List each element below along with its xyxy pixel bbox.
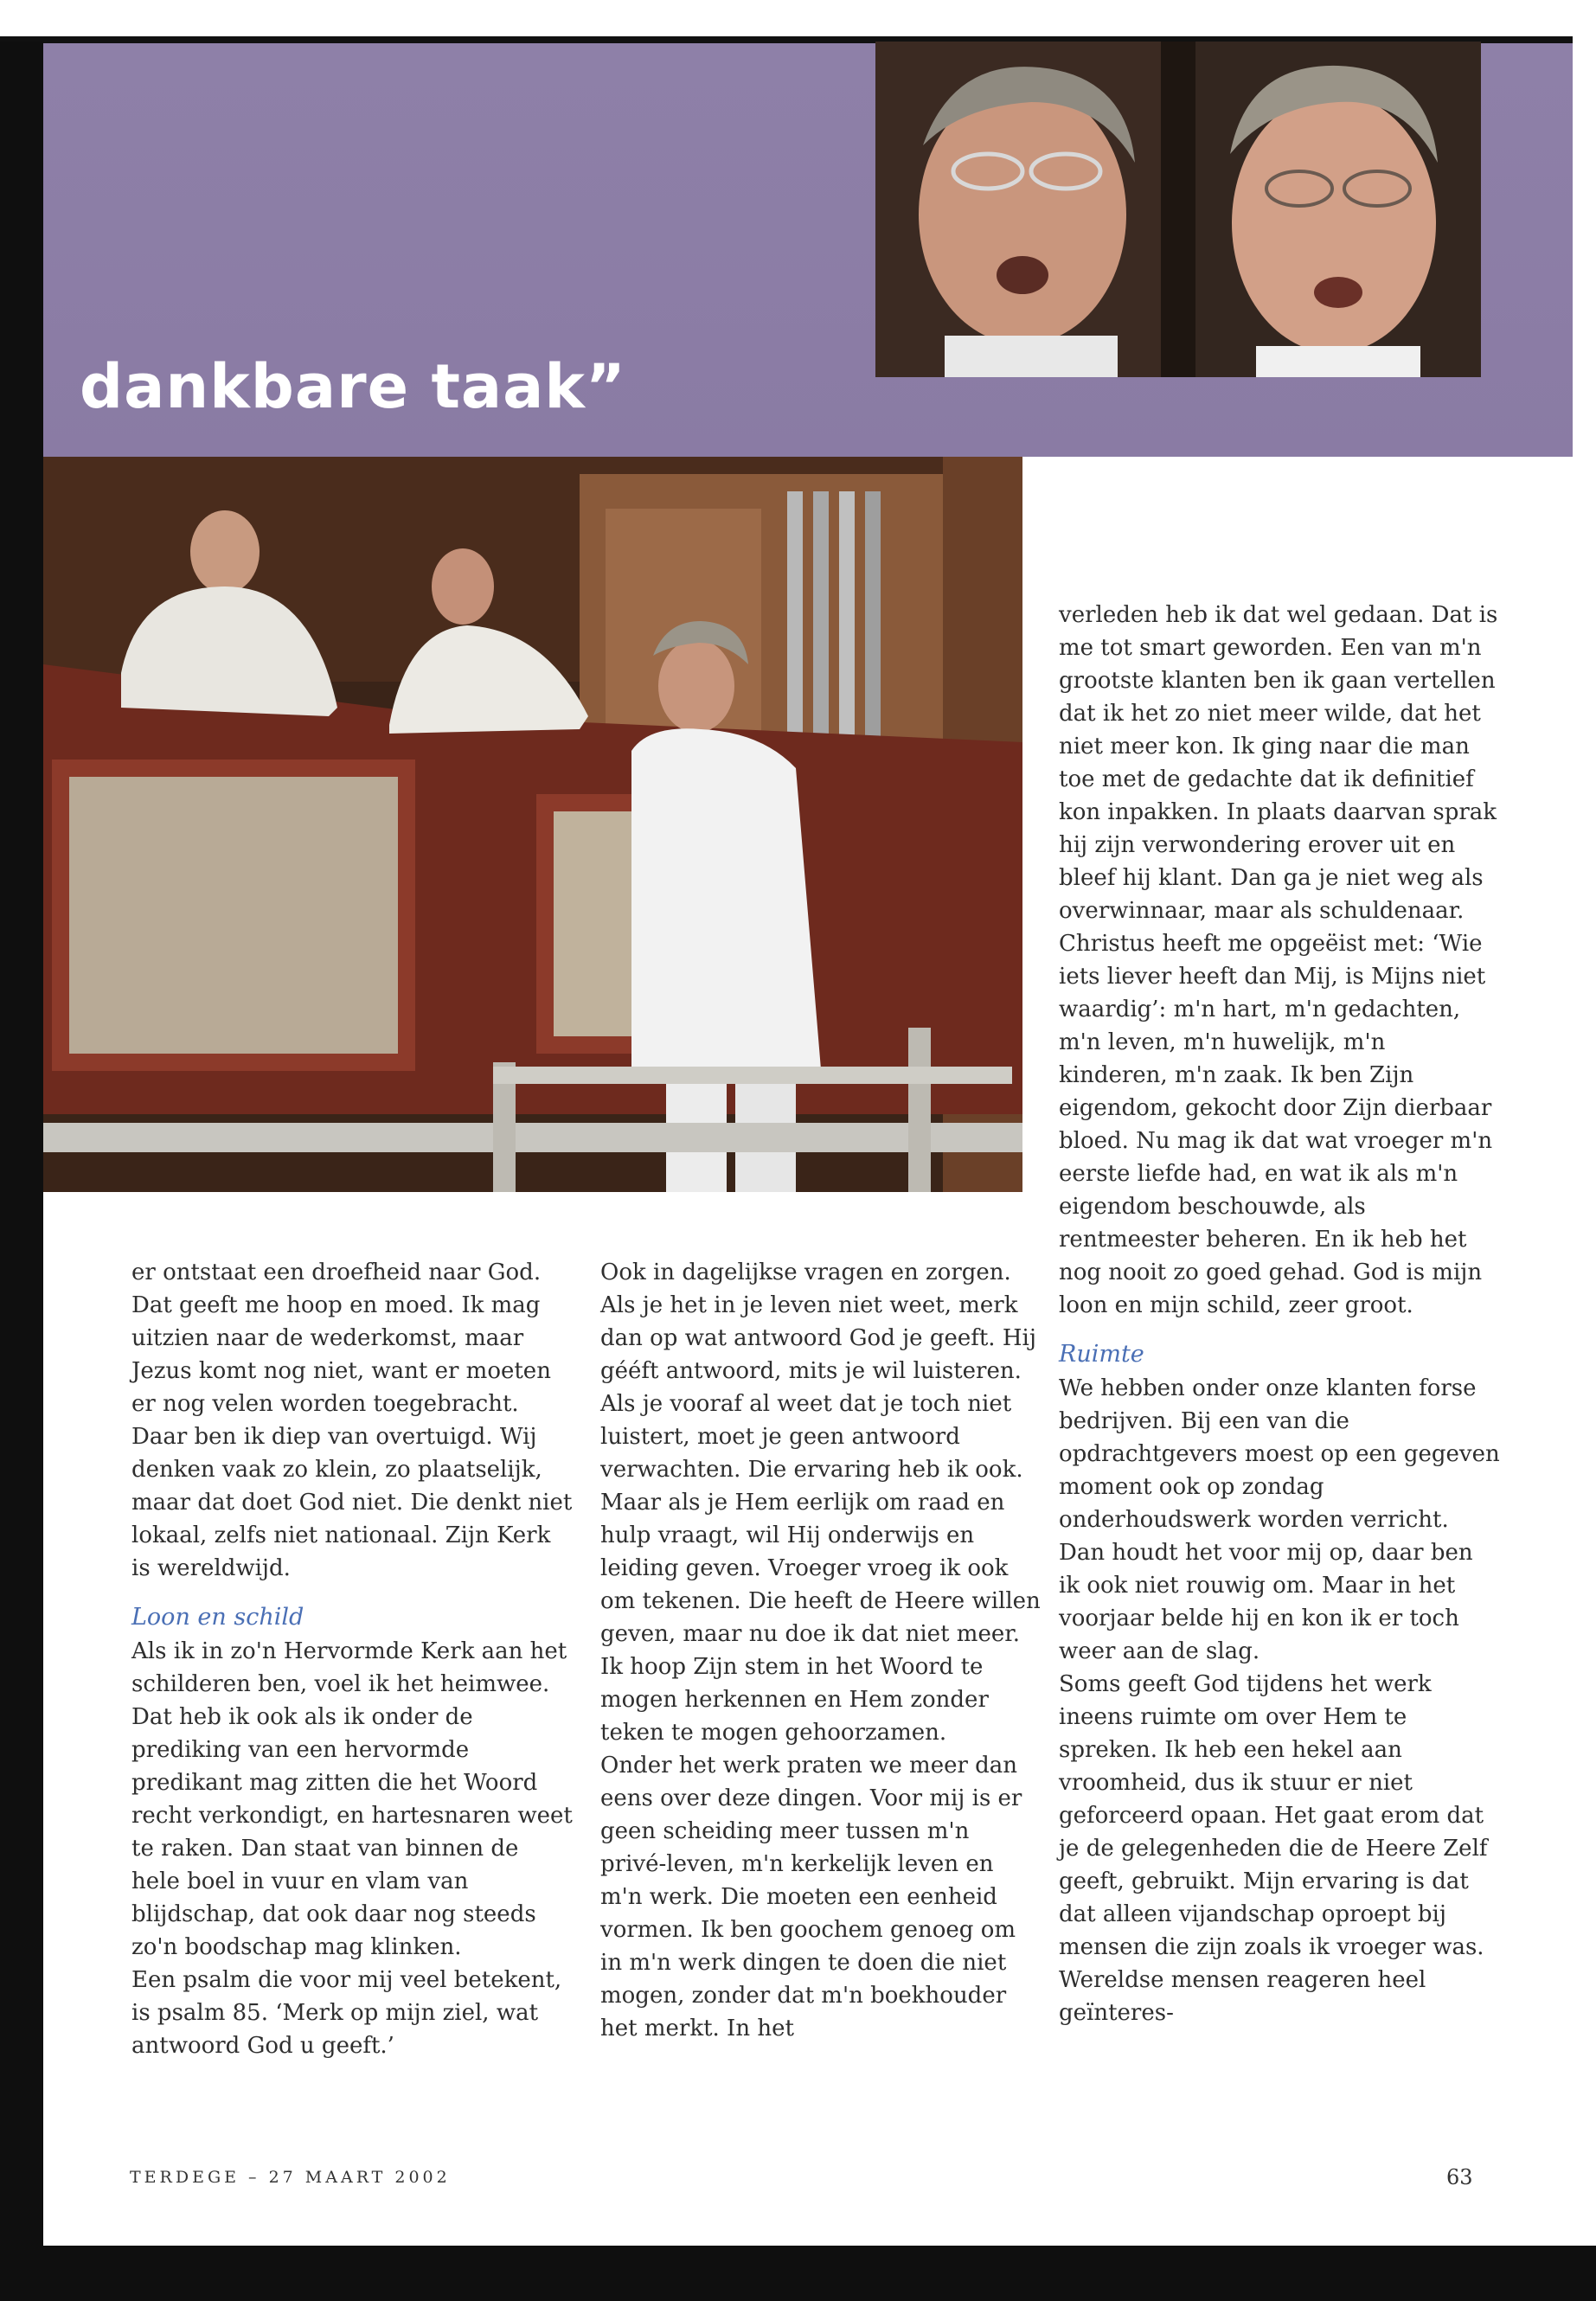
paragraph: Ook in dagelijkse vragen en zorgen. Als je het in je leven niet weet, merk dan op wat antwoord God je geeft. Hij gééft antwoord, mits je wil luisteren. Als je vooraf al weet dat je toch niet luistert, moet je geen antwoord verwachten. Die ervaring heb ik ook. Maar als je Hem eerlijk om raad en hulp vraagt, wil Hij onderwijs en leiding geven. Vroeger vroeg ik ook om tekenen. Die heeft de Heere willen geven, maar nu doe ik dat niet meer. Ik hoop Zijn stem in het Woord te mogen herkennen en Hem zonder teken te mogen gehoorzamen. bbox=[600, 1259, 1041, 1746]
scan-margin-top bbox=[0, 0, 1596, 42]
article-headline: dankbare taak” bbox=[80, 351, 626, 422]
text-column-left bbox=[131, 1256, 573, 2062]
paragraph: Een psalm die voor mij veel betekent, is psalm 85. ‘Merk op mijn ziel, wat antwoord God u geeft.’ bbox=[131, 1967, 562, 2059]
scan-edge-left bbox=[0, 42, 43, 2256]
portraits-photo bbox=[875, 42, 1481, 377]
paragraph: er ontstaat een droefheid naar God. Dat geeft me hoop en moed. Ik mag uitzien naar de wederkomst, maar Jezus komt nog niet, want er moeten er nog velen worden toegebracht. Daar ben ik diep van overtuigd. Wij denken vaak zo klein, zo plaatselijk, maar dat doet God niet. Die denkt niet lokaal, zelfs niet nationaal. Zijn Kerk is wereldwijd. bbox=[131, 1259, 573, 1581]
paragraph: We hebben onder onze klanten forse bedrijven. Bij een van die opdrachtgevers moest op een gegeven moment ook op zondag onderhoudswerk worden verricht. Dan houdt het voor mij op, daar ben ik ook niet rouwig om. Maar in het voorjaar belde hij en kon ik er toch weer aan de slag. bbox=[1059, 1375, 1500, 1664]
section-heading-loon-en-schild: Loon en schild bbox=[131, 1604, 304, 1631]
paragraph: verleden heb ik dat wel gedaan. Dat is me tot smart geworden. Een van m'n grootste klanten ben ik gaan vertellen dat ik het zo niet meer wilde, dat het niet meer kon. Ik ging naar die man toe met de gedachte dat ik definitief kon inpakken. In plaats daarvan sprak hij zijn verwondering erover uit en bleef hij klant. Dan ga je niet weg als overwinnaar, maar als schuldenaar. Christus heeft me opgeëist met: ‘Wie iets liever heeft dan Mij, is Mijns niet waardig’: m'n hart, m'n gedachten, m'n leven, m'n huwelijk, m'n kinderen, m'n zaak. Ik ben Zijn eigendom, gekocht door Zijn dierbaar bloed. Nu mag ik dat wat vroeger m'n eerste liefde had, en wat ik als m'n eigendom beschouwde, als rentmeester beheren. En ik heb het nog nooit zo goed gehad. God is mijn loon en mijn schild, zeer groot. bbox=[1059, 602, 1498, 1318]
section-heading-ruimte: Ruimte bbox=[1059, 1341, 1144, 1368]
page-number: 63 bbox=[1446, 2165, 1473, 2189]
paragraph: Soms geeft God tijdens het werk ineens ruimte om over Hem te spreken. Ik heb een hekel aan vroomheid, dus ik stuur er niet geforceerd opaan. Het gaat erom dat je de gelegenheden die de Heere Zelf geeft, gebruikt. Mijn ervaring is dat dat alleen vijandschap oproept bij mensen die zijn zoals ik vroeger was. Wereldse mensen reageren heel geïnteres- bbox=[1059, 1671, 1488, 2026]
footer-publication: TERDEGE – 27 MAART 2002 bbox=[130, 2168, 451, 2187]
paragraph: Als ik in zo'n Hervormde Kerk aan het schilderen ben, voel ik het heimwee. Dat heb ik ook als ik onder de prediking van een hervormde predikant mag zitten die het Woord recht verkondigt, en hartesnaren weet te raken. Dan staat van binnen de hele boel in vuur en vlam van blijdschap, dat ook daar nog steeds zo'n boodschap mag klinken. bbox=[131, 1638, 573, 1960]
text-column-right bbox=[1059, 599, 1500, 2029]
organ-loft-photo bbox=[43, 457, 1022, 1192]
scan-margin-right bbox=[1573, 0, 1596, 2301]
paragraph: Onder het werk praten we meer dan eens over deze dingen. Voor mij is er geen scheiding meer tussen m'n privé-leven, m'n kerkelijk leven en m'n werk. Die moeten een eenheid vormen. Ik ben goochem genoeg om in m'n werk dingen te doen die niet mogen, zonder dat m'n boekhouder het merkt. In het bbox=[600, 1753, 1022, 2041]
scan-edge-bottom bbox=[0, 2246, 1596, 2301]
text-column-middle bbox=[600, 1256, 1042, 2045]
